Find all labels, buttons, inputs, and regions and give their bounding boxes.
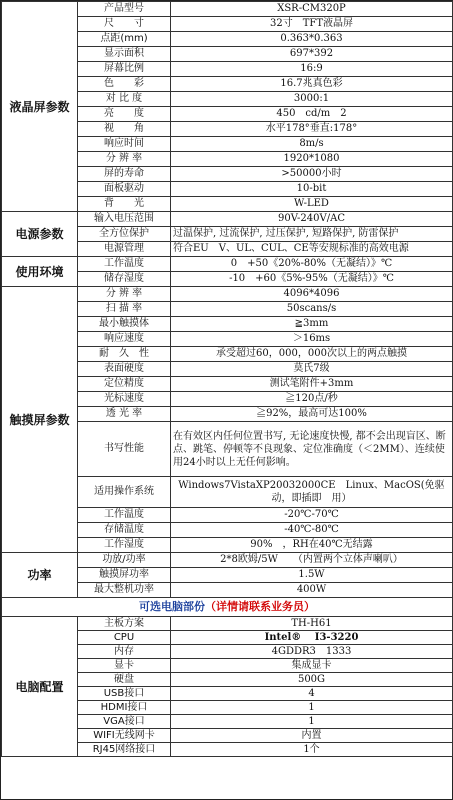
spec-label: 主板方案 <box>78 617 171 631</box>
spec-label: 背 光 <box>78 197 171 212</box>
spec-value: 400W <box>171 583 453 598</box>
spec-label: 对 比 度 <box>78 92 171 107</box>
spec-value: 符合EU V、UL、CUL、CE等安规标准的高效电源 <box>171 242 453 257</box>
optional-pc-label: 可选电脑部份 <box>139 600 205 613</box>
spec-label: 响应时间 <box>78 137 171 152</box>
spec-value: 承受超过60，000，000次以上的两点触摸 <box>171 347 453 362</box>
spec-label: CPU <box>78 631 171 645</box>
spec-value: 16:9 <box>171 62 453 77</box>
spec-value: -20℃-70℃ <box>171 508 453 523</box>
spec-value: 697*392 <box>171 47 453 62</box>
spec-label: 输入电压范围 <box>78 212 171 227</box>
power-section <box>2 212 453 257</box>
spec-value: 测试笔附件+3mm <box>171 377 453 392</box>
spec-label: 点距(mm) <box>78 32 171 47</box>
section-title-touch: 触摸屏参数 <box>2 287 78 553</box>
spec-label: 存储温度 <box>78 523 171 538</box>
spec-label: 最大整机功率 <box>78 583 171 598</box>
spec-value: 10-bit <box>171 182 453 197</box>
spec-label: 亮 度 <box>78 107 171 122</box>
spec-value: 0.363*0.363 <box>171 32 453 47</box>
spec-value: 1 <box>171 715 453 729</box>
spec-value: 4GDDR3 1333 <box>171 645 453 659</box>
wattage-section <box>2 553 453 598</box>
section-title-power: 电源参数 <box>2 212 78 257</box>
spec-value: 8m/s <box>171 137 453 152</box>
spec-value: Intel® I3-3220 <box>171 631 453 645</box>
spec-label: 全方位保护 <box>78 227 171 242</box>
spec-value: ≧3mm <box>171 317 453 332</box>
spec-value: 内置 <box>171 729 453 743</box>
spec-value: ≧92%，最高可达100% <box>171 407 453 422</box>
spec-value: 水平178°垂直:178° <box>171 122 453 137</box>
spec-label: 面板驱动 <box>78 182 171 197</box>
spec-value: TH-H61 <box>171 617 453 631</box>
spec-value: 500G <box>171 673 453 687</box>
spec-value: -10 +60《5%-95%（无凝结）》℃ <box>171 272 453 287</box>
spec-label: 工作温度 <box>78 508 171 523</box>
spec-label: 分 辨 率 <box>78 287 171 302</box>
spec-label: 适用操作系统 <box>78 477 171 508</box>
spec-label: 分 辨 率 <box>78 152 171 167</box>
spec-value: ≧120点/秒 <box>171 392 453 407</box>
spec-value: 450 cd/m 2 <box>171 107 453 122</box>
spec-label: 定位精度 <box>78 377 171 392</box>
pc-section <box>2 617 453 757</box>
spec-label: 视 角 <box>78 122 171 137</box>
spec-value: 集成显卡 <box>171 659 453 673</box>
spec-label: 显示面积 <box>78 47 171 62</box>
spec-value: ＞16ms <box>171 332 453 347</box>
spec-value: 1920*1080 <box>171 152 453 167</box>
spec-label: WIFI无线网卡 <box>78 729 171 743</box>
spec-value: 4096*4096 <box>171 287 453 302</box>
spec-label: 色 彩 <box>78 77 171 92</box>
spec-value: 1 <box>171 701 453 715</box>
spec-label: 书写性能 <box>78 422 171 477</box>
spec-label: 硬盘 <box>78 673 171 687</box>
spec-label: 内存 <box>78 645 171 659</box>
spec-value: >50000小时 <box>171 167 453 182</box>
spec-value: XSR-CM320P <box>171 2 453 17</box>
spec-value: 1.5W <box>171 568 453 583</box>
environment-section <box>2 257 453 287</box>
spec-label: 最小触摸体 <box>78 317 171 332</box>
touch-section <box>2 287 453 553</box>
spec-label: 储存湿度 <box>78 272 171 287</box>
spec-label: 工作湿度 <box>78 538 171 553</box>
section-title-wattage: 功率 <box>2 553 78 598</box>
spec-label: VGA接口 <box>78 715 171 729</box>
spec-value: Windows7VistaXP20032000CE Linux、MacOS(免驱动，即插即 用） <box>171 477 453 508</box>
spec-value: 4 <box>171 687 453 701</box>
spec-label: 光标速度 <box>78 392 171 407</box>
spec-value: -40℃-80℃ <box>171 523 453 538</box>
spec-label: 尺 寸 <box>78 17 171 32</box>
spec-label: 响应速度 <box>78 332 171 347</box>
spec-value: 90V-240V/AC <box>171 212 453 227</box>
spec-value: 0 +50《20%-80%（无凝结）》℃ <box>171 257 453 272</box>
spec-label: HDMI接口 <box>78 701 171 715</box>
optional-banner-section <box>2 598 453 617</box>
spec-label: 功放/功率 <box>78 553 171 568</box>
spec-value: 90% ，RH在40℃无结露 <box>171 538 453 553</box>
spec-value: 2*8欧姆/5W （内置两个立体声喇叭） <box>171 553 453 568</box>
section-title-environment: 使用环境 <box>2 257 78 287</box>
spec-label: 扫 描 率 <box>78 302 171 317</box>
spec-value: 1个 <box>171 743 453 757</box>
section-title-lcd: 液晶屏参数 <box>2 2 78 212</box>
spec-label: 触摸屏功率 <box>78 568 171 583</box>
spec-value: 过温保护, 过流保护, 过压保护, 短路保护, 防雷保护 <box>171 227 453 242</box>
lcd-section <box>2 2 453 212</box>
spec-value: 3000:1 <box>171 92 453 107</box>
spec-value: 16.7兆真色彩 <box>171 77 453 92</box>
spec-label: RJ45网络接口 <box>78 743 171 757</box>
spec-label: USB接口 <box>78 687 171 701</box>
spec-value: 50scans/s <box>171 302 453 317</box>
spec-label: 透 光 率 <box>78 407 171 422</box>
spec-label: 耐 久 性 <box>78 347 171 362</box>
spec-label: 工作温度 <box>78 257 171 272</box>
spec-label: 屏幕比例 <box>78 62 171 77</box>
spec-value: 在有效区内任何位置书写, 无论速度快慢, 都不会出现盲区、断点、跳笔、停顿等不良现象、定位准确度（＜2MM）、连续使用24小时以上无任何影响。 <box>171 422 453 477</box>
spec-label: 产品型号 <box>78 2 171 17</box>
spec-table <box>1 1 453 757</box>
spec-label: 表面硬度 <box>78 362 171 377</box>
optional-pc-banner <box>2 598 453 617</box>
contact-sales-note: （详情请联系业务员） <box>205 600 315 613</box>
spec-value: W-LED <box>171 197 453 212</box>
section-title-pc: 电脑配置 <box>2 617 78 757</box>
spec-label: 屏的寿命 <box>78 167 171 182</box>
spec-value: 32寸 TFT液晶屏 <box>171 17 453 32</box>
spec-label: 电源管理 <box>78 242 171 257</box>
spec-label: 显卡 <box>78 659 171 673</box>
spec-value: 莫氏7级 <box>171 362 453 377</box>
